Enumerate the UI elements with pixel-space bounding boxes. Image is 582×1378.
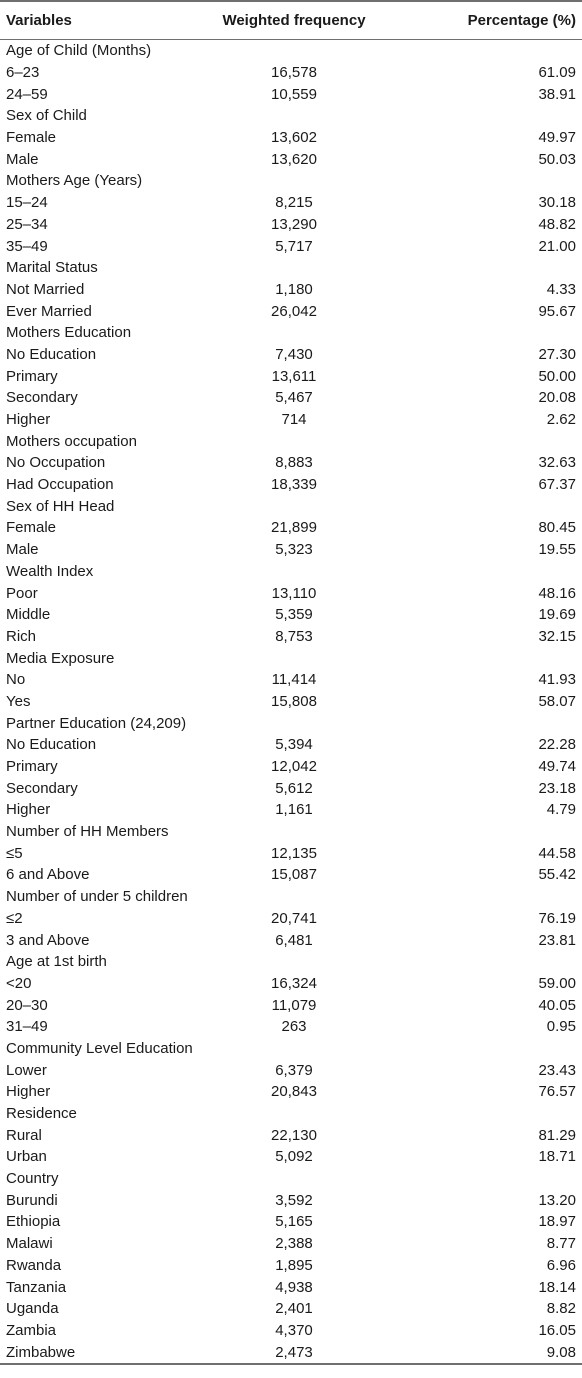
row-label: Had Occupation [6, 476, 114, 494]
table-row [0, 691, 582, 713]
row-label: Community Level Education [6, 1039, 193, 1057]
row-weighted-frequency: 263 [281, 1018, 307, 1036]
row-percentage: 48.16 [538, 584, 576, 602]
row-weighted-frequency: 8,883 [275, 454, 313, 472]
table-row [0, 626, 582, 648]
table-row [0, 192, 582, 214]
table-row [0, 712, 582, 734]
row-weighted-frequency: 16,324 [271, 974, 317, 992]
row-percentage: 95.67 [538, 302, 576, 320]
row-percentage: 2.62 [546, 411, 576, 429]
row-label: Male [6, 150, 39, 168]
row-weighted-frequency: 10,559 [271, 85, 317, 103]
row-label: Rural [6, 1126, 42, 1144]
row-percentage [380, 257, 582, 279]
table-row [0, 821, 582, 843]
row-weighted-frequency [208, 886, 380, 908]
row-weighted-frequency [208, 712, 380, 734]
row-percentage: 48.82 [538, 215, 576, 233]
row-weighted-frequency: 20,741 [271, 909, 317, 927]
row-percentage: 4.33 [546, 280, 576, 298]
header-weighted-frequency: Weighted frequency [208, 1, 380, 40]
row-percentage: 59.00 [538, 974, 576, 992]
row-percentage [380, 322, 582, 344]
table-row [0, 561, 582, 583]
table-row [0, 1298, 582, 1320]
table-row [0, 777, 582, 799]
row-weighted-frequency: 5,394 [275, 736, 313, 754]
row-label: 20–30 [6, 996, 48, 1014]
table-row [0, 170, 582, 192]
row-label: 6 and Above [6, 866, 90, 884]
row-weighted-frequency [208, 1168, 380, 1190]
row-percentage: 18.97 [538, 1213, 576, 1231]
row-label: Number of under 5 children [6, 888, 188, 906]
table-row [0, 387, 582, 409]
row-percentage: 61.09 [538, 64, 576, 82]
row-weighted-frequency [208, 1103, 380, 1125]
row-percentage: 50.00 [538, 367, 576, 385]
table-row [0, 842, 582, 864]
row-label: Higher [6, 801, 51, 819]
row-label: Uganda [6, 1300, 59, 1318]
table-row [0, 1233, 582, 1255]
row-weighted-frequency: 22,130 [271, 1126, 317, 1144]
row-label: Rwanda [6, 1256, 62, 1274]
table-row [0, 604, 582, 626]
table-row [0, 1081, 582, 1103]
row-percentage: 18.14 [538, 1278, 576, 1296]
row-weighted-frequency: 5,612 [275, 779, 313, 797]
table-row [0, 669, 582, 691]
header-row [0, 1, 582, 40]
row-weighted-frequency [208, 821, 380, 843]
row-label: Lower [6, 1061, 47, 1079]
row-label: Partner Education (24,209) [6, 714, 187, 732]
table-header [0, 1, 582, 40]
row-label: Not Married [6, 280, 85, 298]
row-percentage: 40.05 [538, 996, 576, 1014]
row-percentage [380, 40, 582, 62]
row-percentage [380, 561, 582, 583]
row-label: 31–49 [6, 1018, 48, 1036]
row-label: Age at 1st birth [6, 953, 107, 971]
header-variables: Variables [0, 1, 208, 40]
row-label: No Education [6, 736, 97, 754]
row-percentage: 4.79 [546, 801, 576, 819]
row-percentage [380, 1168, 582, 1190]
table-row [0, 1341, 582, 1364]
row-percentage [380, 951, 582, 973]
table-row [0, 1189, 582, 1211]
row-percentage [380, 1103, 582, 1125]
row-label: Male [6, 541, 39, 559]
row-label: Residence [6, 1105, 77, 1123]
row-weighted-frequency: 12,135 [271, 844, 317, 862]
table-row [0, 409, 582, 431]
row-weighted-frequency: 3,592 [275, 1191, 313, 1209]
row-weighted-frequency: 5,717 [275, 237, 313, 255]
row-label: Urban [6, 1148, 47, 1166]
row-label: No Occupation [6, 454, 106, 472]
row-percentage [380, 886, 582, 908]
row-percentage: 58.07 [538, 692, 576, 710]
row-percentage: 49.97 [538, 129, 576, 147]
table-row [0, 1320, 582, 1342]
row-percentage: 55.42 [538, 866, 576, 884]
table-row [0, 886, 582, 908]
row-percentage: 23.43 [538, 1061, 576, 1079]
table-row [0, 1146, 582, 1168]
row-percentage: 8.77 [546, 1235, 576, 1253]
table-row [0, 647, 582, 669]
table-row [0, 908, 582, 930]
row-label: Zimbabwe [0, 1341, 208, 1364]
row-percentage: 76.57 [538, 1083, 576, 1101]
row-weighted-frequency: 2,388 [275, 1235, 313, 1253]
row-label: Female [6, 519, 57, 537]
row-label: Ethiopia [6, 1213, 61, 1231]
row-label: <20 [6, 974, 32, 992]
row-label: Wealth Index [6, 562, 94, 580]
row-weighted-frequency: 13,611 [271, 367, 317, 385]
table-row [0, 1016, 582, 1038]
row-percentage [380, 712, 582, 734]
table-row [0, 1038, 582, 1060]
table-row [0, 148, 582, 170]
table-row [0, 994, 582, 1016]
row-percentage: 50.03 [538, 150, 576, 168]
table-row [0, 734, 582, 756]
table-row [0, 1255, 582, 1277]
row-label: Number of HH Members [6, 823, 169, 841]
row-weighted-frequency [208, 561, 380, 583]
row-weighted-frequency: 15,087 [271, 866, 317, 884]
row-label: Media Exposure [6, 649, 115, 667]
row-percentage: 9.08 [380, 1341, 582, 1364]
row-weighted-frequency: 4,938 [275, 1278, 313, 1296]
row-weighted-frequency [208, 495, 380, 517]
table-row [0, 1103, 582, 1125]
row-weighted-frequency: 21,899 [271, 519, 317, 537]
row-weighted-frequency: 5,467 [275, 389, 313, 407]
row-label: Age of Child (Months) [6, 42, 152, 60]
table-row [0, 214, 582, 236]
row-percentage: 22.28 [538, 736, 576, 754]
row-percentage: 76.19 [538, 909, 576, 927]
row-weighted-frequency: 13,110 [271, 584, 317, 602]
row-percentage: 0.95 [546, 1018, 576, 1036]
row-percentage: 19.55 [538, 541, 576, 559]
table-row [0, 1059, 582, 1081]
row-weighted-frequency [208, 40, 380, 62]
table-row [0, 344, 582, 366]
row-weighted-frequency: 7,430 [275, 345, 313, 363]
row-percentage [380, 1038, 582, 1060]
row-weighted-frequency: 20,843 [271, 1083, 317, 1101]
row-percentage: 30.18 [538, 194, 576, 212]
row-weighted-frequency: 4,370 [275, 1321, 313, 1339]
row-percentage: 38.91 [538, 85, 576, 103]
row-label: Primary [6, 367, 58, 385]
table-row [0, 279, 582, 301]
row-weighted-frequency: 11,079 [271, 996, 317, 1014]
table-row [0, 1211, 582, 1233]
row-label: Secondary [6, 389, 78, 407]
row-percentage: 13.20 [538, 1191, 576, 1209]
row-weighted-frequency: 2,401 [275, 1300, 313, 1318]
row-weighted-frequency: 8,753 [275, 627, 313, 645]
row-weighted-frequency: 6,481 [275, 931, 313, 949]
row-percentage: 32.15 [538, 627, 576, 645]
table-body [0, 40, 582, 1364]
row-label: Female [6, 129, 57, 147]
header-percentage: Percentage (%) [380, 1, 582, 40]
row-percentage: 23.81 [538, 931, 576, 949]
row-percentage: 80.45 [538, 519, 576, 537]
row-percentage [380, 430, 582, 452]
row-weighted-frequency: 5,092 [275, 1148, 313, 1166]
table-row [0, 756, 582, 778]
row-weighted-frequency [208, 322, 380, 344]
row-weighted-frequency: 2,473 [208, 1341, 380, 1364]
row-weighted-frequency: 13,290 [271, 215, 317, 233]
row-weighted-frequency [208, 951, 380, 973]
table-row [0, 799, 582, 821]
row-weighted-frequency: 12,042 [271, 758, 317, 776]
table-row [0, 539, 582, 561]
table-row [0, 474, 582, 496]
row-weighted-frequency: 16,578 [271, 64, 317, 82]
row-weighted-frequency [208, 647, 380, 669]
row-label: Mothers occupation [6, 432, 137, 450]
table-row [0, 365, 582, 387]
row-weighted-frequency: 714 [281, 411, 307, 429]
row-weighted-frequency: 5,323 [275, 541, 313, 559]
row-label: 3 and Above [6, 931, 90, 949]
row-percentage: 23.18 [538, 779, 576, 797]
row-weighted-frequency [208, 105, 380, 127]
row-weighted-frequency: 13,602 [271, 129, 317, 147]
table-row [0, 929, 582, 951]
row-percentage: 41.93 [538, 671, 576, 689]
row-percentage [380, 647, 582, 669]
row-label: Poor [6, 584, 38, 602]
row-label: No [6, 671, 26, 689]
row-percentage: 20.08 [538, 389, 576, 407]
row-label: 24–59 [6, 85, 48, 103]
row-weighted-frequency: 5,359 [275, 606, 313, 624]
row-label: Higher [6, 411, 51, 429]
row-percentage: 44.58 [538, 844, 576, 862]
table-row [0, 973, 582, 995]
table-row [0, 40, 582, 62]
row-weighted-frequency [208, 170, 380, 192]
row-weighted-frequency: 1,161 [275, 801, 313, 819]
table-row [0, 452, 582, 474]
table-row [0, 322, 582, 344]
row-percentage [380, 170, 582, 192]
row-percentage: 81.29 [538, 1126, 576, 1144]
table-row [0, 582, 582, 604]
row-percentage: 16.05 [538, 1321, 576, 1339]
row-label: Country [6, 1170, 59, 1188]
row-label: 15–24 [6, 194, 48, 212]
row-label: Ever Married [6, 302, 92, 320]
row-label: Higher [6, 1083, 51, 1101]
row-percentage: 32.63 [538, 454, 576, 472]
table-row [0, 83, 582, 105]
row-weighted-frequency: 1,895 [275, 1256, 313, 1274]
row-label: Rich [6, 627, 37, 645]
row-label: Primary [6, 758, 58, 776]
row-weighted-frequency: 15,808 [271, 692, 317, 710]
table-row [0, 495, 582, 517]
row-percentage: 18.71 [538, 1148, 576, 1166]
row-percentage [380, 495, 582, 517]
row-label: Yes [6, 692, 31, 710]
row-percentage: 19.69 [538, 606, 576, 624]
row-label: Sex of Child [6, 107, 87, 125]
row-label: Zambia [6, 1321, 57, 1339]
row-weighted-frequency: 6,379 [275, 1061, 313, 1079]
row-percentage: 49.74 [538, 758, 576, 776]
table-row [0, 1276, 582, 1298]
row-label: Mothers Age (Years) [6, 172, 143, 190]
row-label: ≤5 [6, 844, 23, 862]
row-label: No Education [6, 345, 97, 363]
row-label: Sex of HH Head [6, 497, 115, 515]
row-weighted-frequency: 11,414 [271, 671, 317, 689]
row-weighted-frequency [208, 257, 380, 279]
table-row [0, 951, 582, 973]
table-row [0, 257, 582, 279]
table-row [0, 62, 582, 84]
row-label: 25–34 [6, 215, 48, 233]
row-percentage: 6.96 [546, 1256, 576, 1274]
table-row [0, 430, 582, 452]
row-label: Secondary [6, 779, 78, 797]
row-percentage: 8.82 [546, 1300, 576, 1318]
table-row [0, 235, 582, 257]
row-percentage: 67.37 [538, 476, 576, 494]
row-weighted-frequency: 8,215 [275, 194, 313, 212]
row-label: Mothers Education [6, 324, 132, 342]
row-percentage [380, 821, 582, 843]
row-label: 6–23 [6, 64, 40, 82]
row-label: Tanzania [6, 1278, 67, 1296]
row-weighted-frequency: 13,620 [271, 150, 317, 168]
table-row [0, 127, 582, 149]
table-row [0, 300, 582, 322]
row-weighted-frequency: 5,165 [275, 1213, 313, 1231]
row-percentage: 27.30 [538, 345, 576, 363]
table-row [0, 1168, 582, 1190]
row-weighted-frequency [208, 430, 380, 452]
table-row [0, 105, 582, 127]
row-label: Marital Status [6, 259, 98, 277]
row-label: 35–49 [6, 237, 48, 255]
table-row [0, 864, 582, 886]
row-weighted-frequency: 26,042 [271, 302, 317, 320]
row-percentage: 21.00 [538, 237, 576, 255]
table-row [0, 1124, 582, 1146]
row-label: Burundi [6, 1191, 58, 1209]
row-label: Middle [6, 606, 51, 624]
row-label: Malawi [6, 1235, 53, 1253]
row-weighted-frequency: 18,339 [271, 476, 317, 494]
table-row [0, 517, 582, 539]
row-label: ≤2 [6, 909, 23, 927]
row-percentage [380, 105, 582, 127]
row-weighted-frequency [208, 1038, 380, 1060]
row-weighted-frequency: 1,180 [275, 280, 313, 298]
